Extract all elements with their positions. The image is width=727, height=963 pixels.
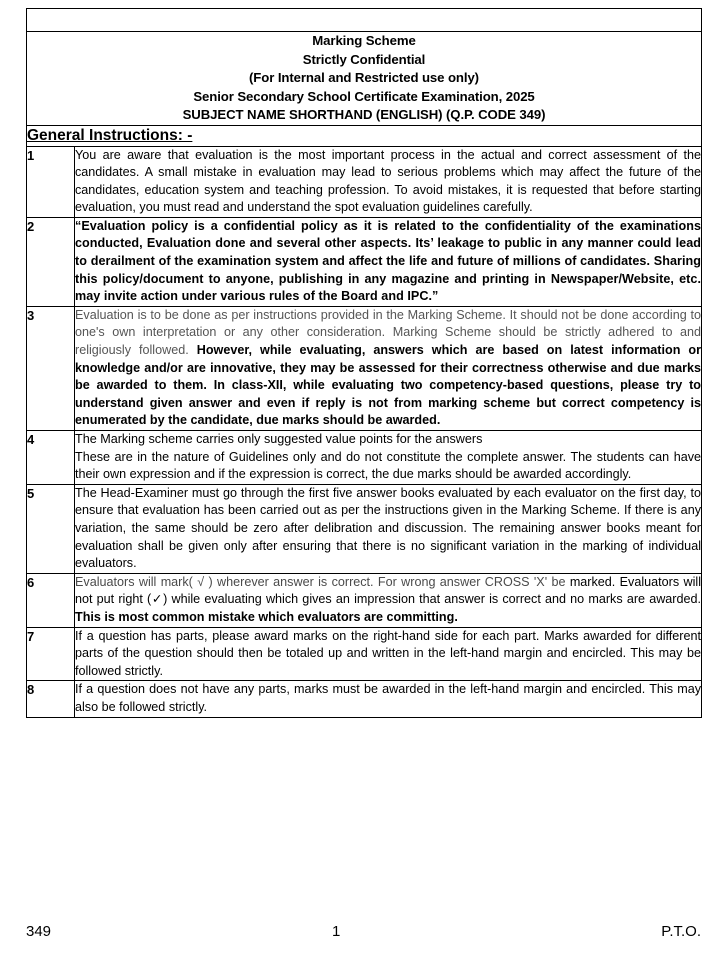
instruction-number-2: 2 — [27, 217, 75, 306]
instruction-row-1 — [27, 146, 702, 217]
marking-scheme-table — [26, 8, 702, 718]
instruction-text-6-part-b: marked. Evaluators will not put right (✓) while evaluating which gives an impression that answer is correct and no marks are awarded. — [75, 574, 701, 607]
title-line-strictly-confidential: Strictly Confidential — [302, 51, 426, 67]
title-line-internal-use: (For Internal and Restricted use only) — [249, 70, 479, 85]
footer-page-number: 1 — [331, 923, 341, 940]
general-instructions-heading: General Instructions: - — [27, 126, 193, 144]
instruction-row-7 — [27, 627, 702, 681]
title-cell — [27, 32, 702, 126]
instruction-body-1 — [75, 146, 702, 217]
instruction-text-4-line-2: These are in the nature of Guidelines only and do not constitute the complete answer. The students can have their own expression and if the expression is correct, the due marks should be awarded accordingly. — [75, 449, 701, 482]
instruction-text-1: You are aware that evaluation is the most important process in the actual and correct assessment of the candidates. A small mistake in evaluation may lead to serious problems which may affect the future of the candidates, education system and teaching profession. To avoid mistakes, it is requested that before starting evaluation, you must read and understand the spot evaluation guidelines carefully. — [75, 147, 701, 215]
footer-question-paper-code: 349 — [26, 923, 52, 940]
instruction-number-8: 8 — [27, 681, 75, 717]
instruction-body-2 — [75, 217, 702, 306]
title-line-marking-scheme: Marking Scheme — [312, 33, 416, 48]
instruction-text-6-part-a: Evaluators will mark( √ ) wherever answer is correct. For wrong answer CROSS 'X' be — [75, 574, 570, 589]
instruction-text-3-part-b: However, while evaluating, answers which are based on latest information or knowledge and/or are innovative, they may be assessed for their correctness otherwise and due marks be awarded to them. In class-XII, while evaluating two competency-based questions, please try to understand given answer and even if reply is not from marking scheme but correct competency is enumerated by the candidate, due marks should be awarded. — [75, 343, 701, 428]
blank-header-row — [27, 9, 702, 32]
instruction-body-6 — [75, 573, 702, 627]
general-instructions-row — [27, 125, 702, 146]
instruction-number-1: 1 — [27, 146, 75, 217]
instruction-number-4: 4 — [27, 431, 75, 485]
title-line-examination: Senior Secondary School Certificate Examination, 2025 — [193, 88, 535, 104]
title-row — [27, 32, 702, 126]
instruction-row-4 — [27, 431, 702, 485]
instruction-body-5 — [75, 484, 702, 573]
instruction-number-6: 6 — [27, 573, 75, 627]
general-instructions-cell — [27, 125, 702, 146]
instruction-row-5 — [27, 484, 702, 573]
instruction-body-7 — [75, 627, 702, 681]
page-footer — [26, 922, 701, 942]
instruction-row-8 — [27, 681, 702, 717]
instruction-text-5: The Head-Examiner must go through the first five answer books evaluated by each evaluator on the first day, to ensure that evaluation has been carried out as per the instructions given in the Marking Scheme. If there is any variation, the same should be zero after delibration and discussion. The remaining answer books meant for evaluation shall be given only after ensuring that there is no significant variation in the marking of individual evaluators. — [75, 485, 701, 571]
instruction-body-8 — [75, 681, 702, 717]
instruction-text-4-line-1: The Marking scheme carries only suggested value points for the answers — [75, 432, 483, 446]
instruction-body-4 — [75, 431, 702, 485]
instruction-row-6 — [27, 573, 702, 627]
instruction-text-2: “Evaluation policy is a confidential policy as it is related to the confidentiality of the examinations conducted, Evaluation done and several other aspects. Its’ leakage to public in any manner could lead to derailment of the examination system and affect the life and future of millions of candidates. Sharing this policy/document to anyone, publishing in any magazine and printing in Newspaper/Website, etc. may invite action under various rules of the Board and IPC.” — [75, 218, 701, 304]
instruction-text-6-part-c: This is most common mistake which evaluators are committing. — [75, 609, 458, 624]
instruction-body-3 — [75, 306, 702, 430]
instruction-text-8: If a question does not have any parts, marks must be awarded in the left-hand margin and encircled. This may also be followed strictly. — [75, 682, 701, 714]
instruction-number-7: 7 — [27, 627, 75, 681]
title-line-subject: SUBJECT NAME SHORTHAND (ENGLISH) (Q.P. CODE 349) — [182, 107, 546, 122]
instruction-text-3 — [75, 307, 701, 430]
blank-header-cell — [27, 9, 702, 32]
instruction-number-5: 5 — [27, 484, 75, 573]
footer-pto-label: P.T.O. — [661, 923, 701, 940]
instruction-text-7: If a question has parts, please award marks on the right-hand side for each part. Marks awarded for different parts of the question should then be totaled up and written in the left-hand margin and encircled. This may be followed strictly. — [75, 628, 701, 678]
instruction-number-3: 3 — [27, 306, 75, 430]
instruction-row-2 — [27, 217, 702, 306]
instruction-row-3 — [27, 306, 702, 430]
instruction-text-6 — [75, 574, 701, 627]
instruction-text-3-part-a: Evaluation is to be done as per instructions provided in the Marking Scheme. It should not be done according to one's own interpretation or any other consideration. Marking Scheme should be strictly adhered to and religiously followed. — [75, 307, 701, 358]
